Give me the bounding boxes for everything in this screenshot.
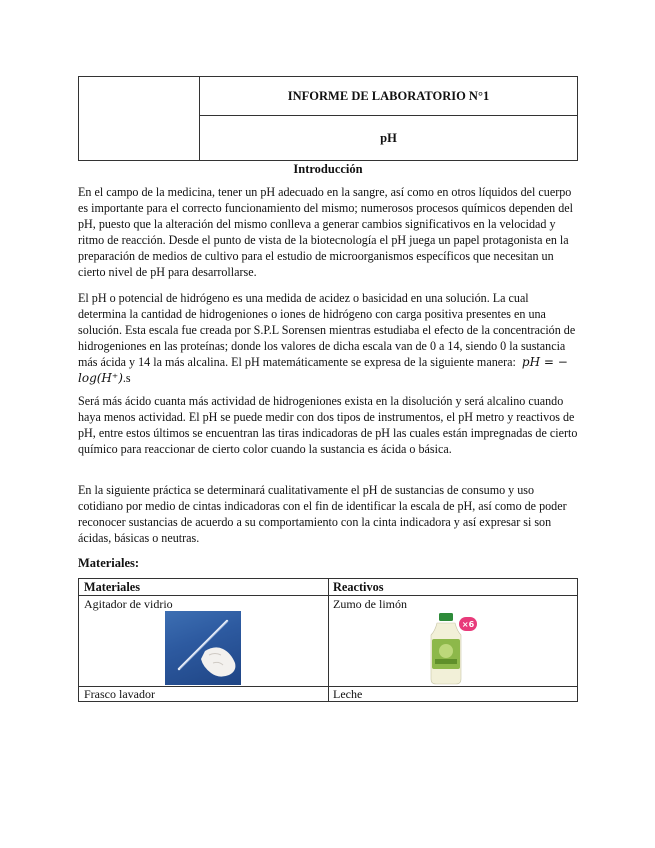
materials-heading: Materiales:	[78, 556, 140, 570]
reagent-lemon-juice: Zumo de limón	[333, 597, 407, 611]
ph-formula: pH = − log(H⁺)	[78, 355, 568, 386]
lemon-juice-bottle-image	[411, 611, 491, 686]
intro-paragraph-2	[78, 290, 578, 387]
logo-cell	[79, 77, 200, 160]
col-header-reagents: Reactivos	[333, 580, 384, 594]
introduction-heading: Introducción	[293, 162, 363, 176]
report-header-table	[78, 76, 578, 161]
material-wash-bottle: Frasco lavador	[84, 687, 155, 701]
materials-table	[78, 578, 578, 702]
pack-of-six-badge: ×6	[459, 617, 477, 631]
material-glass-rod: Agitador de vidrio	[84, 597, 173, 611]
intro-paragraph-4: En la siguiente práctica se determinará cualitativamente el pH de sustancias de consumo y uso cotidiano por medio de cintas indicadoras con el fin de identificar la escala de pH, así como de poder reconocer sustancias de acuerdo a su comportamiento con la cinta indicadora y así expresar si son ácidas, básicas o neutras.	[78, 483, 567, 546]
table-divider	[328, 579, 329, 701]
table-divider	[79, 595, 577, 596]
glass-rod-image	[165, 611, 241, 685]
col-header-materials: Materiales	[84, 580, 140, 594]
report-title: INFORME DE LABORATORIO N°1	[200, 77, 577, 116]
formula-suffix: .s	[122, 371, 131, 386]
intro-paragraph-1: En el campo de la medicina, tener un pH adecuado en la sangre, así como en otros líquidos del cuerpo es importante para el correcto funcionamiento del mismo; numerosos procesos químicos dependen del pH, puesto que la alteración del mismo conlleva a generar cambios significativos en la velocidad y ritmo de reacción. Desde el punto de vista de la biotecnología el pH juega un papel protagonista en la preparación de medios de cultivo para el estudio de microorganismos específicos que necesitan un cierto nivel de pH para desarrollarse.	[78, 185, 574, 280]
report-subtitle: pH	[380, 130, 397, 145]
intro-paragraph-3: Será más ácido cuanta más actividad de hidrogeniones exista en la disolución y será alcalino cuando haya menos actividad. El pH se puede medir con dos tipos de instrumentos, el pH metro y reactivos de pH, entre estos últimos se encuentran las tiras indicadoras de pH las cuales están impregnadas de cierto químico para reaccionar de cierto color cuando la sustancia es ácida o básica.	[78, 394, 578, 457]
reagent-milk: Leche	[333, 687, 363, 701]
bottle-illustration	[411, 611, 491, 686]
intro-paragraph-2-text: El pH o potencial de hidrógeno es una medida de acidez o basicidad en una solución. La cual determina la cantidad de hidrogeniones o iones de hidrógeno con carga positiva presentes en una solución. Esta escala fue creada por S.P.L Sorensen mientras estudiaba el efecto de la concentración de hidrogeniones en las proteínas; donde los valores de dicha escala van de 0 a 14, siendo 0 la sustancia más ácida y 14 la más alcalina. El pH matemáticamente se expresa de la siguiente manera:	[78, 291, 576, 370]
glass-rod-illustration	[165, 611, 241, 685]
